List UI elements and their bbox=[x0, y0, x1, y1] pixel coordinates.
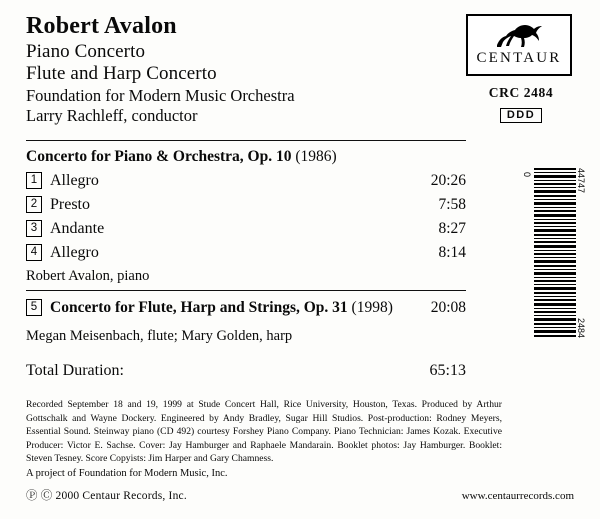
catalog-number: CRC 2484 bbox=[488, 85, 554, 100]
track-row bbox=[26, 172, 466, 196]
barcode-left-digit: 0 bbox=[522, 172, 532, 178]
work2-title-text: Concerto for Flute, Harp and Strings, Op. 31 bbox=[50, 299, 348, 316]
work1-title bbox=[26, 148, 337, 166]
work1-performers: Robert Avalon, piano bbox=[26, 268, 150, 284]
track-duration: 8:14 bbox=[438, 244, 466, 261]
work1-year: (1986) bbox=[295, 148, 337, 165]
track-title: Presto bbox=[50, 196, 90, 213]
credits-block bbox=[26, 398, 502, 467]
track-duration: 20:26 bbox=[430, 172, 466, 189]
barcode bbox=[520, 168, 586, 338]
work-title-2: Flute and Harp Concerto bbox=[26, 62, 217, 84]
pegasus-horse-icon bbox=[489, 23, 549, 49]
track-duration: 8:27 bbox=[438, 220, 466, 237]
track-number: 3 bbox=[26, 220, 42, 237]
work2-performers: Megan Meisenbach, flute; Mary Golden, harp bbox=[26, 328, 293, 344]
total-duration-row bbox=[26, 362, 466, 380]
track-row bbox=[26, 220, 466, 244]
total-duration-value: 65:13 bbox=[429, 362, 466, 379]
label-name: CENTAUR bbox=[476, 50, 562, 66]
work2-year: (1998) bbox=[351, 299, 393, 316]
tracklist-work1 bbox=[26, 172, 466, 268]
conductor-name: Larry Rachleff, conductor bbox=[26, 106, 198, 126]
work2-row bbox=[26, 299, 466, 318]
track-title: Andante bbox=[50, 220, 105, 237]
barcode-right-bottom-digits: 2484 bbox=[576, 317, 586, 338]
copyright-line: Ⓟ Ⓒ 2000 Centaur Records, Inc. bbox=[26, 490, 187, 502]
track-number: 5 bbox=[26, 299, 42, 316]
label-logo-panel bbox=[466, 14, 576, 123]
divider-middle bbox=[26, 290, 466, 291]
work2-duration: 20:08 bbox=[430, 299, 466, 316]
track-row bbox=[26, 196, 466, 220]
barcode-right-top-digits: 44747 bbox=[576, 168, 586, 194]
project-line: A project of Foundation for Modern Music, Inc. bbox=[26, 468, 228, 479]
divider-top bbox=[26, 140, 466, 141]
ensemble-name: Foundation for Modern Music Orchestra bbox=[26, 85, 295, 105]
track-number: 2 bbox=[26, 196, 42, 213]
track-number: 1 bbox=[26, 172, 42, 189]
footer-block bbox=[26, 487, 574, 503]
track-row bbox=[26, 244, 466, 268]
track-number: 4 bbox=[26, 244, 42, 261]
barcode-bars bbox=[534, 168, 576, 338]
recording-code-badge: DDD bbox=[500, 108, 542, 123]
work1-title-text: Concerto for Piano & Orchestra, Op. 10 bbox=[26, 148, 292, 165]
track-duration: 7:58 bbox=[438, 196, 466, 213]
website-url[interactable]: www.centaurrecords.com bbox=[461, 490, 574, 502]
centaur-logo-box bbox=[466, 14, 572, 76]
total-duration-label: Total Duration: bbox=[26, 362, 124, 379]
artist-name: Robert Avalon bbox=[26, 13, 177, 39]
track-title: Allegro bbox=[50, 172, 99, 189]
work2-title bbox=[50, 299, 400, 317]
work-title-1: Piano Concerto bbox=[26, 40, 146, 62]
header-block bbox=[26, 14, 466, 126]
credits-text: Recorded September 18 and 19, 1999 at Stude Concert Hall, Rice University, Houston, Texas. Produced by Arthur Gottschalk and Wayne Dockery. Engineered by Andy Bradley, Sugar Hill Studios. Post-production: Rodney Meyers, Essential Sound. Steinway piano (CD 492) courtesy Forshey Piano Company. Piano Technician: James Kozak. Executive Producer: Victor E. Sachse. Cover: Jay Hamburger and Raphaele Mandarain. Booklet photos: Jay Hamburger. Booklet: Steven Tesney. Score Copyists: Jim Harper and Gary Chamness. bbox=[26, 399, 502, 465]
track-title: Allegro bbox=[50, 244, 99, 261]
